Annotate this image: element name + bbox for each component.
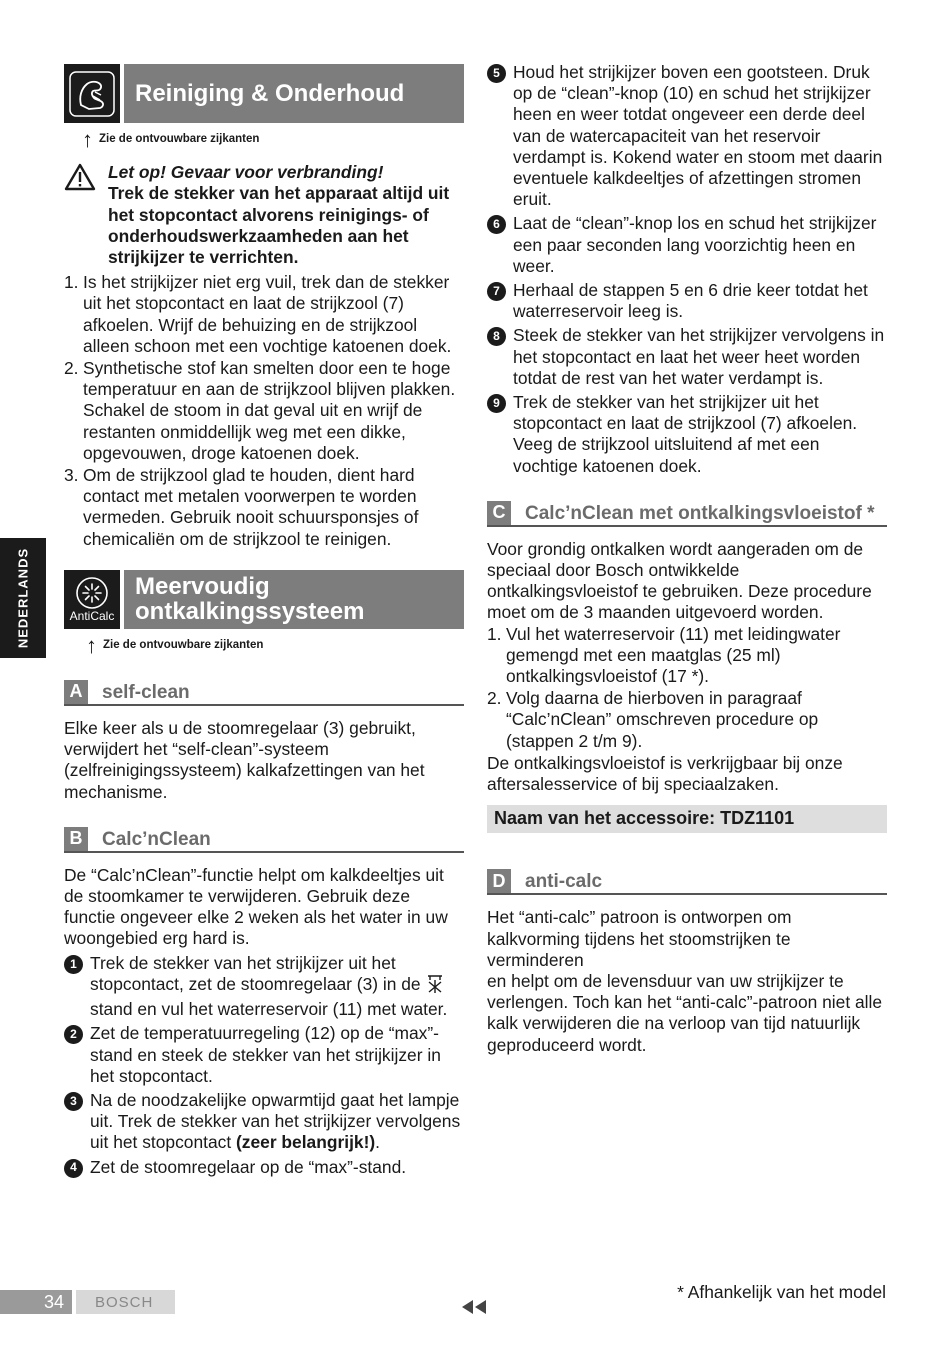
left-column [64, 64, 464, 1181]
list-item: 3. Om de strijkzool glad te houden, dient hard contact met metalen voorwerpen te worden vermeden. Gebruik nooit schuursponsjes of chemicaliën om de strijkzool te reinigen. [64, 465, 419, 549]
up-arrow-icon: ↑ [82, 127, 93, 153]
step-number-badge: 6 [487, 215, 506, 234]
subsection-letter: C [487, 501, 511, 525]
step-number-badge: 5 [487, 64, 506, 83]
steam-setting-icon [425, 974, 445, 999]
step-item: 4 Zet de stoomregelaar op de “max”-stand. [64, 1157, 464, 1178]
section-title-cleaning: Reiniging & Onderhoud [124, 64, 464, 123]
section-header-decalc [64, 570, 464, 629]
foldout-reference-text: Zie de ontvouwbare zijkanten [99, 133, 260, 145]
language-tab-label: NEDERLANDS [15, 547, 31, 649]
decalc-liquid-list [487, 624, 887, 752]
step-number-badge: 2 [64, 1025, 83, 1044]
list-item: 2. Volg daarna de hierboven in paragraaf “Calc’nClean” omschreven procedure op (stappen 2 t/m 9). [487, 688, 819, 751]
anti-calc-text-2: en helpt om de levensduur van uw strijkijzer te verlengen. Toch kan het “anti-calc”-patroon niet alle kalk verwijderen die na verloop van tijd natuurlijk geproduceerd wordt. [487, 970, 883, 1055]
foldout-reference-text: Zie de ontvouwbare zijkanten [103, 638, 264, 651]
right-column [487, 62, 887, 1056]
page-number: 34 [0, 1290, 72, 1314]
subsection-letter: B [64, 827, 88, 851]
step-number-badge: 4 [64, 1159, 83, 1178]
warning-title: Let op! Gevaar voor verbranding! [108, 162, 384, 183]
step-item: 7 Herhaal de stappen 5 en 6 drie keer totdat het waterreservoir leeg is. [487, 280, 887, 322]
step-item: 9 Trek de stekker van het strijkijzer uit het stopcontact en laat de strijkzool (7) afkoelen. Veeg de strijkzool uitsluitend af met een vochtige katoenen doek. [487, 392, 887, 477]
self-clean-text: Elke keer als u de stoomregelaar (3) gebruikt, verwijdert het “self-clean”-systeem (zelfreinigingssysteem) kalkafzettingen van het mechanisme. [64, 718, 425, 802]
step-item: 8 Steek de stekker van het strijkijzer vervolgens in het stopcontact en laat het weer heet worden totdat de rest van het water verdampt is. [487, 325, 887, 389]
decalc-liquid-outro: De ontkalkingsvloeistof is verkrijgbaar bij onze aftersalesservice of bij speciaalzaken. [487, 752, 843, 795]
step-item: 2 Zet de temperatuurregeling (12) op de “max”-stand en steek de stekker van het strijkijzer in het stopcontact. [64, 1023, 464, 1087]
section-header-cleaning [64, 64, 464, 123]
step-number-badge: 1 [64, 955, 83, 974]
subsection-header-a [64, 678, 464, 706]
calcnclean-intro: De “Calc’nClean”-functie helpt om kalkdeeltjes uit de stoomkamer te verwijderen. Gebruik deze functie ongeveer elke 2 weken als het water in uw woongebied erg hard is. [64, 864, 448, 949]
step-number-badge: 7 [487, 282, 506, 301]
footnote: * Afhankelijk van het model [677, 1282, 886, 1302]
burn-warning [64, 162, 464, 268]
subsection-header-c [487, 499, 887, 527]
step-item: 1 Trek de stekker van het strijkijzer uit het stopcontact, zet de stoomregelaar (3) in de stand en vul het waterreservoir (11) met water. [64, 953, 464, 1021]
step-number-badge: 9 [487, 394, 506, 413]
calcnclean-steps-right [487, 62, 887, 477]
step-item: 6 Laat de “clean”-knop los en schud het strijkijzer een paar seconden lang voorzichtig heen en weer. [487, 213, 887, 277]
brand-label: BOSCH [76, 1290, 175, 1314]
warning-body: Trek de stekker van het apparaat altijd uit het stopcontact alvorens reinigings- of onderhoudswerkzaamheden aan het strijkijzer te verrichten. [108, 183, 450, 268]
anti-calc-text-1: Het “anti-calc” patroon is ontworpen om kalkvorming tijdens het stoomstrijken te verminderen [487, 907, 792, 970]
subsection-title: Calc’nClean [102, 828, 211, 850]
warning-triangle-icon [64, 162, 108, 268]
anticalc-icon [64, 570, 120, 629]
previous-page-icon [461, 1300, 487, 1314]
section-title-decalc-line1: Meervoudig [135, 573, 270, 601]
foldout-reference [82, 127, 464, 153]
accessory-name-box: Naam van het accessoire: TDZ1101 [487, 805, 887, 833]
language-tab [0, 538, 46, 658]
subsection-letter: D [487, 869, 511, 893]
section-title-decalc-line2: ontkalkingssysteem [135, 598, 365, 626]
step-number-badge: 8 [487, 327, 506, 346]
subsection-header-d [487, 867, 887, 895]
subsection-header-b [64, 825, 464, 853]
list-item: 1. Vul het waterreservoir (11) met leidingwater gemengd met een maatglas (25 ml) ontkalkingsvloeistof (17 *). [487, 623, 841, 687]
anticalc-icon-label: AntiCalc [69, 608, 115, 623]
cleaning-hand-icon [64, 64, 120, 123]
up-arrow-icon: ↑ [86, 633, 97, 659]
list-item: 1. Is het strijkijzer niet erg vuil, trek dan de stekker uit het stopcontact en laat de strijkzool (7) afkoelen. Wrijf de behuizing en de strijkzool alleen schoon met een vochtige katoenen doek. [64, 272, 452, 356]
step-number-badge: 3 [64, 1092, 83, 1111]
cleaning-list [64, 272, 464, 550]
subsection-title: self-clean [102, 682, 190, 704]
subsection-title: anti-calc [525, 871, 603, 893]
decalc-liquid-intro: Voor grondig ontkalken wordt aangeraden om de speciaal door Bosch ontwikkelde ontkalkingsvloeistof te gebruiken. Deze procedure moet om de 3 maanden uitgevoerd worden. [487, 538, 872, 623]
subsection-title: Calc’nClean met ontkalkingsvloeistof * [525, 502, 875, 524]
subsection-letter: A [64, 680, 88, 704]
step-item: 3 Na de noodzakelijke opwarmtijd gaat het lampje uit. Trek de stekker van het strijkijzer vervolgens uit het stopcontact (zeer belangrijk!). [64, 1090, 464, 1154]
step-item: 5 Houd het strijkijzer boven een gootsteen. Druk op de “clean”-knop (10) en schud het strijkijzer heen en weer totdat ongeveer een derde deel van de watercapaciteit van het reservoir verdampt is. Kokend water en stoom met daarin eventuele kalkdeeltjes of afzettingen stromen eruit. [487, 62, 887, 210]
list-item: 2. Synthetische stof kan smelten door een te hoge temperatuur en aan de strijkzool blijven plakken. Schakel de stoom in dat geval uit en wrijf de restanten onmiddellijk weg met een dikke, opgevouwen, droge katoenen doek. [64, 358, 456, 463]
calcnclean-steps-left [64, 953, 464, 1178]
foldout-reference [86, 633, 464, 659]
